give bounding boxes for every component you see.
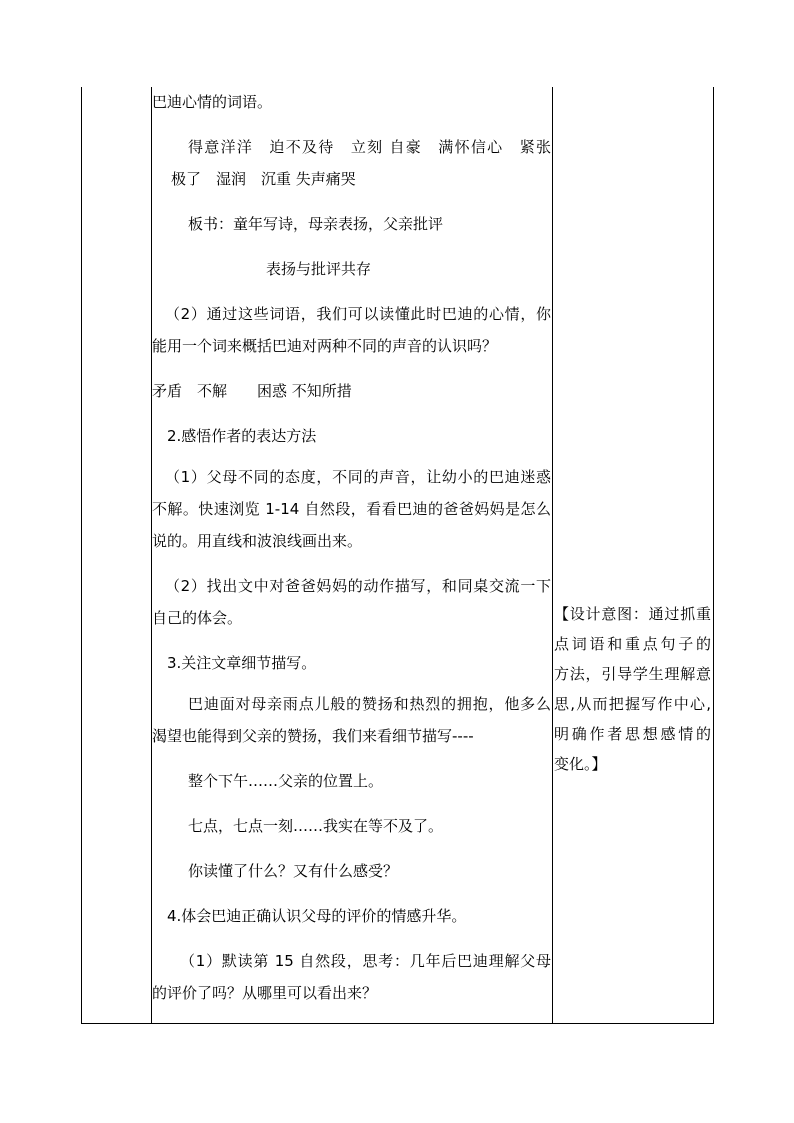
text-line: 你读懂了什么？又有什么感受？ <box>188 862 399 880</box>
text-line: 巴迪心情的词语。 <box>152 93 273 111</box>
text-line: 得意洋洋 迫不及待 立刻 自豪 满怀信心 紧张 <box>188 138 551 156</box>
design-intent-note: 明确作者思想感情的 <box>554 725 711 743</box>
design-intent-note: 思,从而把握写作中心, <box>554 695 711 713</box>
design-intent-note: 【设计意图：通过抓重 <box>554 605 711 623</box>
text-line: 3.关注文章细节描写。 <box>167 654 317 672</box>
text-line: （2）通过这些词语，我们可以读懂此时巴迪的心情，你 <box>165 305 551 323</box>
text-line: （1）默读第 15 自然段，思考：几年后巴迪理解父母 <box>180 952 551 970</box>
table-border-right <box>713 87 714 1024</box>
table-border-bottom <box>81 1023 714 1024</box>
text-line: 巴迪面对母亲雨点儿般的赞扬和热烈的拥抱，他多么 <box>188 695 551 713</box>
text-line: 表扬与批评共存 <box>266 260 372 278</box>
design-intent-note: 点词语和重点句子的 <box>554 635 711 653</box>
text-line: （1）父母不同的态度，不同的声音，让幼小的巴迪迷惑 <box>165 468 551 486</box>
table-border-left <box>81 87 82 1024</box>
table-border-col1 <box>151 87 152 1024</box>
text-line: 渴望也能得到父亲的赞扬，我们来看细节描写---- <box>152 727 474 745</box>
text-line: 矛盾 不解 困惑 不知所措 <box>152 382 352 400</box>
text-line: 极了 湿润 沉重 失声痛哭 <box>171 170 356 188</box>
text-line: 不解。快速浏览 1-14 自然段，看看巴迪的爸爸妈妈是怎么 <box>152 500 551 518</box>
text-line: 七点，七点一刻……我实在等不及了。 <box>188 817 444 835</box>
text-line: 自己的体会。 <box>152 609 243 627</box>
design-intent-note: 变化。】 <box>554 755 607 773</box>
text-line: 能用一个词来概括巴迪对两种不同的声音的认识吗？ <box>152 337 498 355</box>
text-line: （2）找出文中对爸爸妈妈的动作描写，和同桌交流一下 <box>165 577 551 595</box>
text-line: 的评价了吗？从哪里可以看出来？ <box>152 984 378 1002</box>
text-line: 板书：童年写诗，母亲表扬，父亲批评 <box>188 215 444 233</box>
table-border-col2 <box>552 87 553 1024</box>
text-line: 2.感悟作者的表达方法 <box>167 427 317 445</box>
text-line: 4.体会巴迪正确认识父母的评价的情感升华。 <box>167 907 467 925</box>
text-line: 说的。用直线和波浪线画出来。 <box>152 532 363 550</box>
text-line: 整个下午……父亲的位置上。 <box>188 772 384 790</box>
design-intent-note: 方法，引导学生理解意 <box>554 665 711 683</box>
